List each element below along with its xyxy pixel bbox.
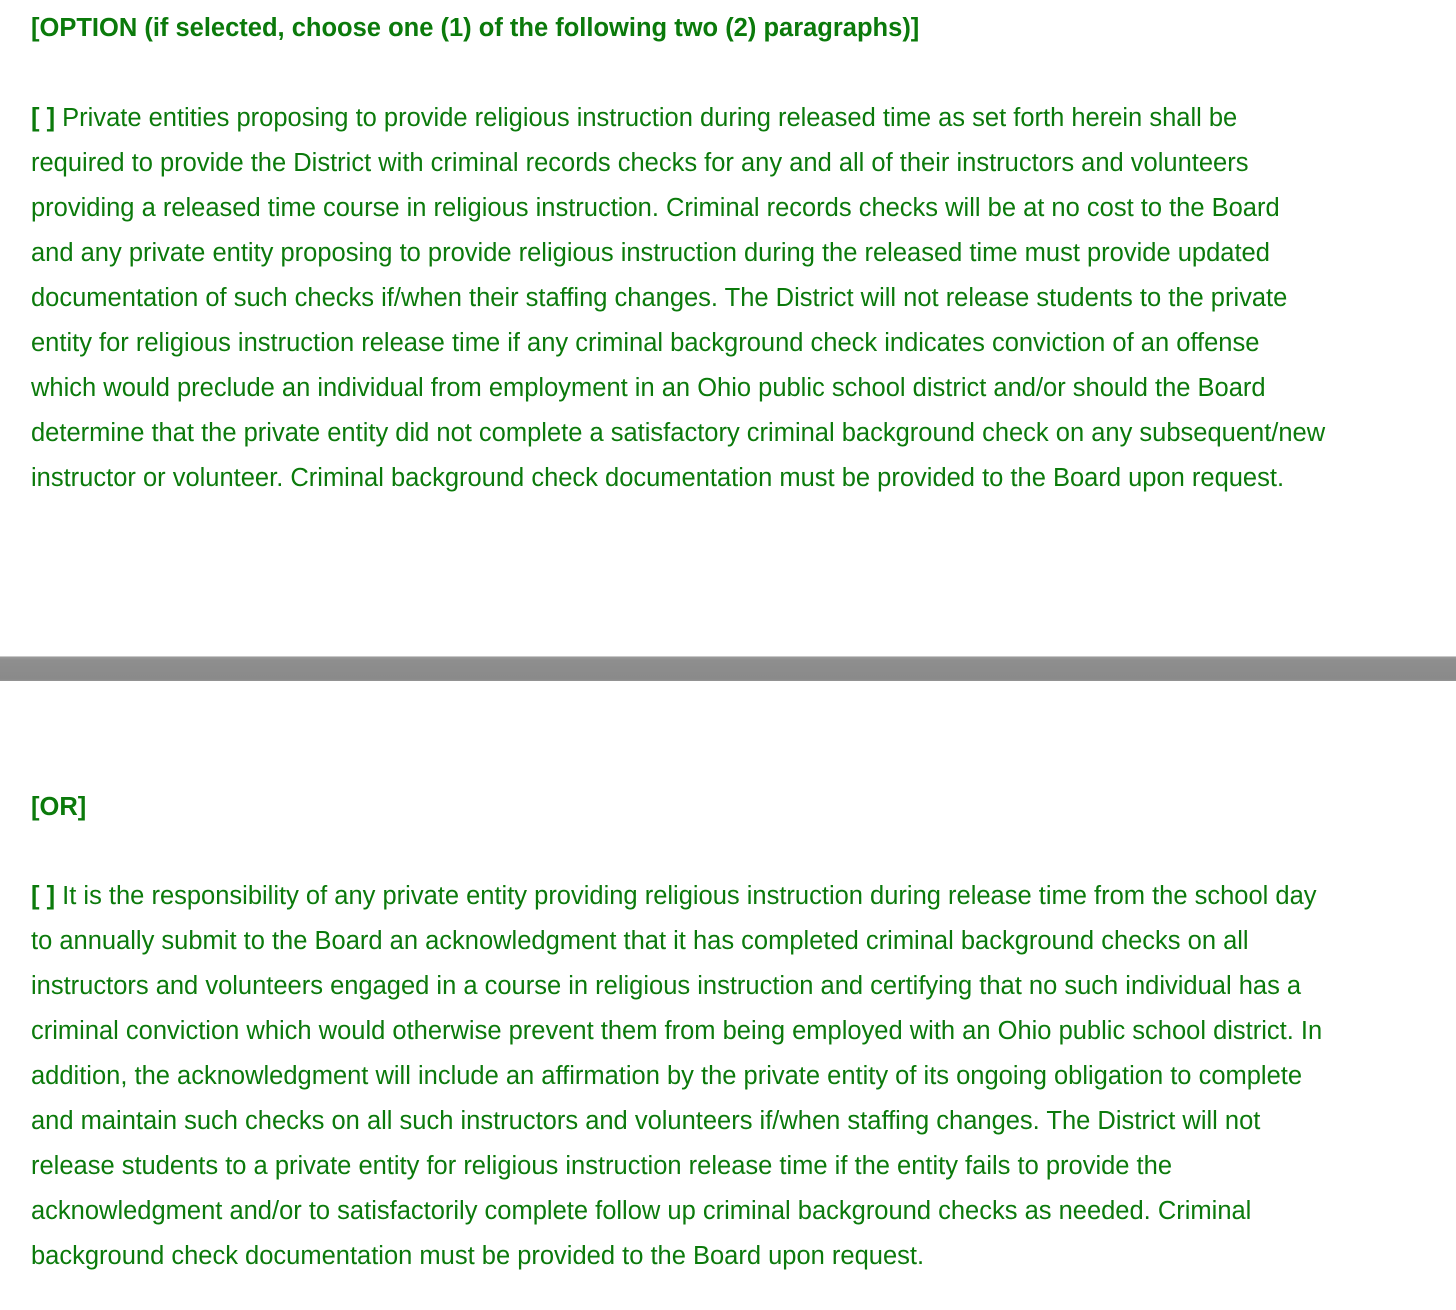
paragraph-line: instructors and volunteers engaged in a course in religious instruction and certifying that no such individual has a — [31, 972, 1302, 1000]
paragraph-line: and any private entity proposing to provide religious instruction during the released time must provide updated — [31, 239, 1270, 267]
paragraph-line: addition, the acknowledgment will include an affirmation by the private entity of its ongoing obligation to complete — [31, 1062, 1303, 1090]
paragraph-option-two — [31, 874, 1431, 1279]
paragraph-line: entity for religious instruction release time if any criminal background check indicates conviction of an offense — [31, 329, 1260, 357]
paragraph-line: instructor or volunteer. Criminal background check documentation must be provided to the Board upon request. — [31, 464, 1285, 492]
paragraph-line: required to provide the District with criminal records checks for any and all of their instructors and volunteers — [31, 149, 1249, 177]
paragraph-line: acknowledgment and/or to satisfactorily complete follow up criminal background checks as needed. Criminal — [31, 1197, 1252, 1225]
paragraph-line: [ ] Private entities proposing to provide religious instruction during released time as set forth herein shall be — [31, 104, 1238, 132]
paragraph-line: and maintain such checks on all such instructors and volunteers if/when staffing changes. The District will not — [31, 1107, 1261, 1135]
paragraph-line: which would preclude an individual from employment in an Ohio public school district and/or should the Board — [31, 374, 1266, 402]
document-page-bottom — [0, 681, 1456, 1310]
paragraph-line: determine that the private entity did not complete a satisfactory criminal background check on any subsequent/new — [31, 419, 1326, 447]
paragraph-line: background check documentation must be provided to the Board upon request. — [31, 1242, 925, 1270]
option-heading: [OPTION (if selected, choose one (1) of the following two (2) paragraphs)] — [31, 14, 920, 42]
or-heading: [OR] — [31, 793, 87, 821]
paragraph-line: criminal conviction which would otherwise prevent them from being employed with an Ohio public school district. In — [31, 1017, 1323, 1045]
option-two-checkbox[interactable]: [ ] — [31, 882, 56, 910]
paragraph-line: [ ] It is the responsibility of any private entity providing religious instruction during release time from the school day — [31, 882, 1317, 910]
paragraph-line: providing a released time course in religious instruction. Criminal records checks will be at no cost to the Board — [31, 194, 1280, 222]
paragraph-line: release students to a private entity for religious instruction release time if the entity fails to provide the — [31, 1152, 1173, 1180]
paragraph-line: documentation of such checks if/when their staffing changes. The District will not release students to the private — [31, 284, 1288, 312]
page-separator — [0, 656, 1456, 681]
paragraph-option-one — [31, 96, 1431, 501]
option-one-checkbox[interactable]: [ ] — [31, 104, 56, 132]
paragraph-line: to annually submit to the Board an acknowledgment that it has completed criminal background checks on all — [31, 927, 1249, 955]
